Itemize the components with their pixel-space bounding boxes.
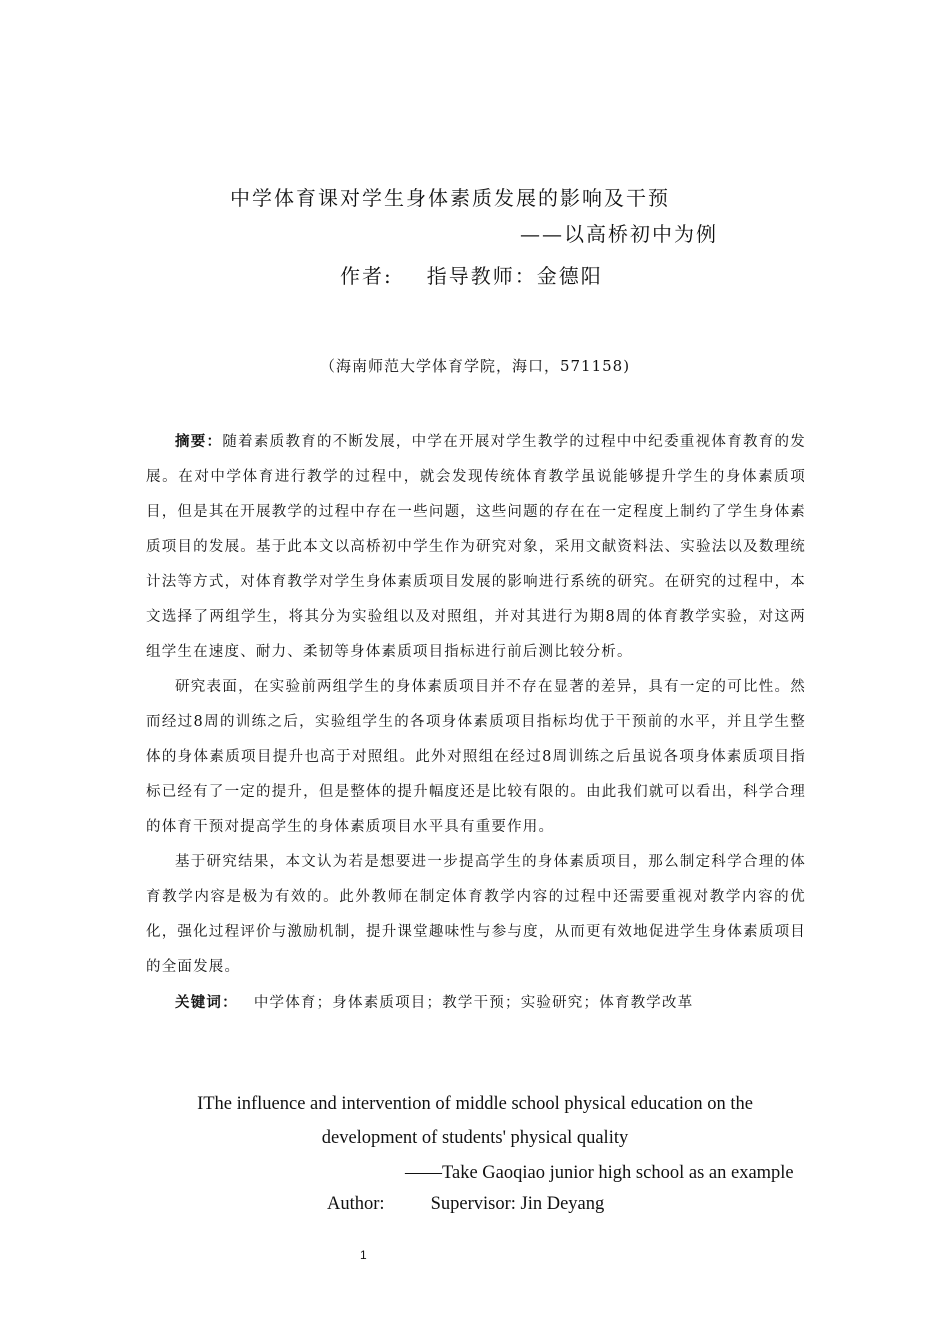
affiliation: （海南师范大学体育学院，海口，571158) [319, 357, 631, 375]
page-number: 1 [360, 1248, 367, 1262]
keywords-line [146, 985, 806, 1021]
abstract-label: 摘要： [175, 433, 223, 450]
chinese-title: 中学体育课对学生身体素质发展的影响及干预 [230, 186, 670, 210]
abstract-text-1: 随着素质教育的不断发展，中学在开展对学生教学的过程中中纪委重视体育教育的发展。在对中学体育进行教学的过程中，就会发现传统体育教学虽说能够提升学生的身体素质项目，但是其在开展教学的过程中存在一些问题，这些问题的存在在一定程度上制约了学生身体素质项目的发展。基于此本文以高桥初中学生作为研究对象，采用文献资料法、实验法以及数理统计法等方式，对体育教学对学生身体素质项目发展的影响进行系统的研究。在研究的过程中，本文选择了两组学生，将其分为实验组以及对照组，并对其进行为期8周的体育教学实验，对这两组学生在速度、耐力、柔韧等身体素质项目指标进行前后测比较分析。 [146, 434, 806, 660]
chinese-author-line [340, 260, 603, 289]
english-title-line-2: development of students' physical quality [321, 1128, 629, 1148]
english-author-line [327, 1194, 604, 1215]
english-title-line-1: IThe influence and intervention of middle school physical education on the [197, 1094, 753, 1114]
abstract-section [146, 424, 806, 1021]
keywords-text: 中学体育；身体素质项目；教学干预；实验研究；体育教学改革 [253, 995, 694, 1011]
supervisor-cn: 指导教师：金德阳 [426, 264, 603, 288]
author-label-cn: 作者: [340, 264, 393, 288]
abstract-paragraph-2: 研究表面，在实验前两组学生的身体素质项目并不存在显著的差异，具有一定的可比性。然而经过8周的训练之后，实验组学生的各项身体素质项目指标均优于干预前的水平，并且学生整体的身体素质项目提升也高于对照组。此外对照组在经过8周训练之后虽说各项身体素质项目指标已经有了一定的提升，但是整体的提升幅度还是比较有限的。由此我们就可以看出，科学合理的体育干预对提高学生的身体素质项目水平具有重要作用。 [146, 679, 806, 835]
english-subtitle: ——Take Gaoqiao junior high school as an example [405, 1163, 794, 1183]
keywords-label: 关键词： [175, 994, 238, 1011]
abstract-paragraph-1 [146, 424, 806, 670]
chinese-subtitle: ——以高桥初中为例 [520, 222, 718, 246]
abstract-paragraph-3: 基于研究结果，本文认为若是想要进一步提高学生的身体素质项目，那么制定科学合理的体育教学内容是极为有效的。此外教师在制定体育教学内容的过程中还需要重视对教学内容的优化，强化过程评价与激励机制，提升课堂趣味性与参与度，从而更有效地促进学生身体素质项目的全面发展。 [146, 854, 806, 975]
author-label-en: Author: [327, 1194, 385, 1214]
supervisor-en: Supervisor: Jin Deyang [430, 1194, 605, 1214]
